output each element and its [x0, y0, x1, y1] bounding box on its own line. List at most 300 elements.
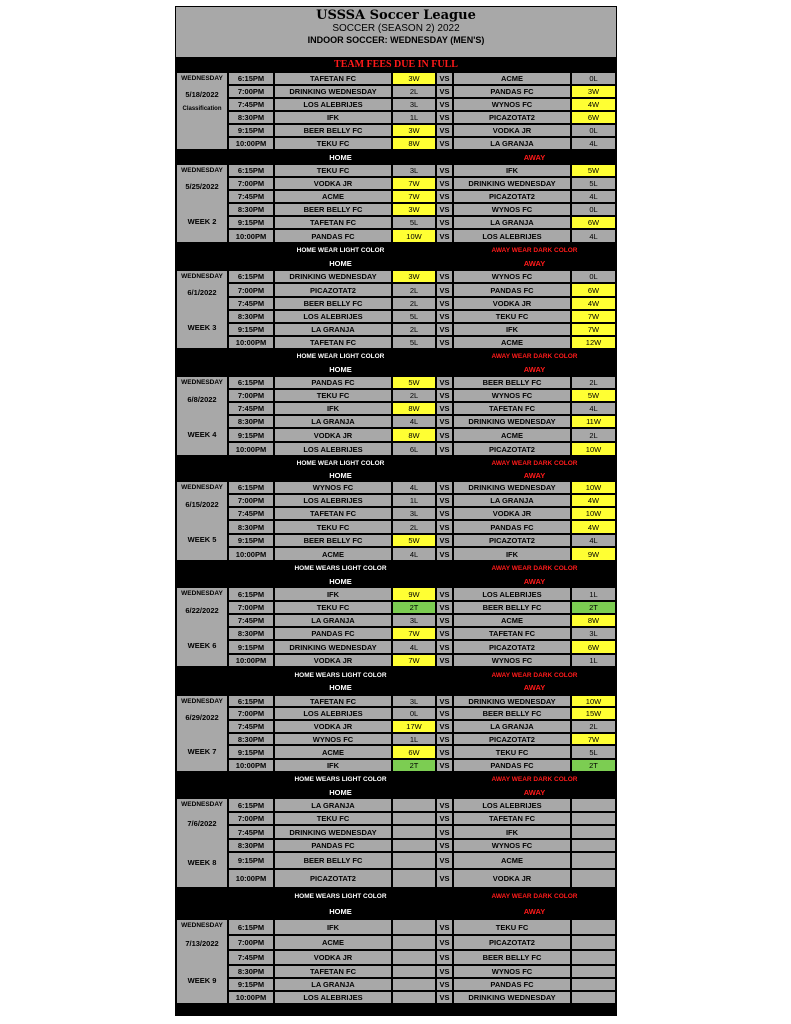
game-time: 8:30PM [228, 111, 274, 124]
home-score: 2L [392, 297, 436, 310]
vs-label: VS [436, 137, 453, 150]
away-score [571, 978, 616, 991]
vs-label: VS [436, 190, 453, 203]
away-score: 6W [571, 111, 616, 124]
date-label: 7/13/2022 [185, 938, 219, 948]
away-team: DRINKING WEDNESDAY [453, 695, 571, 707]
home-team: DRINKING WEDNESDAY [274, 85, 392, 98]
away-team: VODKA JR [453, 124, 571, 137]
away-score: 4L [571, 190, 616, 203]
home-team: LA GRANJA [274, 978, 392, 991]
away-score: 5W [571, 389, 616, 402]
home-wear-note: HOME WEAR LIGHT COLOR [296, 460, 385, 467]
game-time: 10:00PM [228, 759, 274, 772]
away-header: AWAY [523, 365, 546, 374]
game-time: 7:00PM [228, 283, 274, 297]
game-time: 9:15PM [228, 534, 274, 547]
home-score: 3L [392, 507, 436, 520]
away-score: 2L [571, 720, 616, 733]
home-team: TAFETAN FC [274, 72, 392, 85]
game-time: 6:15PM [228, 695, 274, 707]
home-score: 1L [392, 494, 436, 507]
home-team: LA GRANJA [274, 415, 392, 428]
game-time: 10:00PM [228, 547, 274, 561]
away-score: 7W [571, 733, 616, 745]
away-score: 10W [571, 695, 616, 707]
away-score: 3W [571, 85, 616, 98]
away-score: 4L [571, 402, 616, 415]
vs-label: VS [436, 919, 453, 935]
home-score: 4L [392, 640, 436, 654]
away-team: WYNOS FC [453, 654, 571, 667]
schedule-header [176, 7, 616, 57]
away-team: TEKU FC [453, 919, 571, 935]
away-header: AWAY [523, 907, 546, 916]
away-score: 4W [571, 494, 616, 507]
home-score: 3L [392, 164, 436, 177]
away-score: 6W [571, 640, 616, 654]
away-score: 0L [571, 270, 616, 283]
home-score [392, 869, 436, 888]
home-header: HOME [329, 907, 352, 916]
away-wear-note: AWAY WEAR DARK COLOR [491, 565, 578, 572]
week-day-cell [176, 376, 228, 456]
game-time: 9:15PM [228, 978, 274, 991]
home-score: 6W [392, 745, 436, 759]
vs-label: VS [436, 402, 453, 415]
away-score: 9W [571, 547, 616, 561]
fees-notice: TEAM FEES DUE IN FULL [334, 59, 458, 70]
away-score: 2L [571, 376, 616, 389]
home-header: HOME [329, 471, 352, 480]
home-team: WYNOS FC [274, 481, 392, 494]
away-team: TEKU FC [453, 310, 571, 323]
game-time: 8:30PM [228, 965, 274, 978]
away-team: PANDAS FC [453, 978, 571, 991]
vs-label: VS [436, 839, 453, 852]
home-header: HOME [329, 788, 352, 797]
away-team: PICAZOTAT2 [453, 640, 571, 654]
home-score: 3L [392, 98, 436, 111]
home-team: IFK [274, 759, 392, 772]
game-time: 7:45PM [228, 190, 274, 203]
home-wear-note: HOME WEARS LIGHT COLOR [294, 565, 387, 572]
vs-label: VS [436, 695, 453, 707]
home-team: LOS ALEBRIJES [274, 707, 392, 720]
away-score [571, 950, 616, 965]
away-score: 6W [571, 283, 616, 297]
away-score [571, 965, 616, 978]
vs-label: VS [436, 124, 453, 137]
away-score: 1L [571, 654, 616, 667]
home-score: 4L [392, 415, 436, 428]
away-team: TAFETAN FC [453, 402, 571, 415]
home-score: 5W [392, 534, 436, 547]
vs-label: VS [436, 978, 453, 991]
home-score: 3W [392, 124, 436, 137]
home-team: PANDAS FC [274, 376, 392, 389]
vs-label: VS [436, 229, 453, 243]
home-team: IFK [274, 919, 392, 935]
away-score: 7W [571, 323, 616, 336]
home-team: DRINKING WEDNESDAY [274, 640, 392, 654]
home-team: LA GRANJA [274, 798, 392, 812]
away-team: WYNOS FC [453, 389, 571, 402]
vs-label: VS [436, 297, 453, 310]
vs-label: VS [436, 216, 453, 229]
vs-label: VS [436, 798, 453, 812]
vs-label: VS [436, 640, 453, 654]
game-time: 8:30PM [228, 839, 274, 852]
week-day-cell [176, 270, 228, 349]
away-team: LOS ALEBRIJES [453, 798, 571, 812]
vs-label: VS [436, 481, 453, 494]
home-score [392, 825, 436, 839]
game-time: 8:30PM [228, 733, 274, 745]
game-time: 6:15PM [228, 798, 274, 812]
game-time: 7:00PM [228, 812, 274, 825]
away-score: 10W [571, 507, 616, 520]
away-header: AWAY [523, 577, 546, 586]
vs-label: VS [436, 852, 453, 869]
home-score [392, 978, 436, 991]
away-score [571, 825, 616, 839]
game-time: 6:15PM [228, 481, 274, 494]
game-time: 7:45PM [228, 402, 274, 415]
away-score: 4W [571, 98, 616, 111]
away-team: ACME [453, 614, 571, 627]
vs-label: VS [436, 415, 453, 428]
home-score: 1L [392, 111, 436, 124]
vs-label: VS [436, 825, 453, 839]
away-score: 4W [571, 520, 616, 534]
game-time: 6:15PM [228, 919, 274, 935]
game-time: 10:00PM [228, 991, 274, 1004]
away-score: 4L [571, 229, 616, 243]
away-team: LA GRANJA [453, 216, 571, 229]
week-day-cell [176, 695, 228, 772]
home-team: TAFETAN FC [274, 507, 392, 520]
game-time: 9:15PM [228, 640, 274, 654]
home-score: 7W [392, 177, 436, 190]
vs-label: VS [436, 442, 453, 456]
home-team: PICAZOTAT2 [274, 283, 392, 297]
away-team: LA GRANJA [453, 494, 571, 507]
vs-label: VS [436, 323, 453, 336]
away-score [571, 798, 616, 812]
home-team: BEER BELLY FC [274, 297, 392, 310]
home-team: DRINKING WEDNESDAY [274, 270, 392, 283]
day-label: WEDNESDAY [181, 75, 223, 82]
home-team: LA GRANJA [274, 323, 392, 336]
away-score: 2T [571, 759, 616, 772]
week-label: WEEK 7 [187, 746, 217, 756]
home-score: 2L [392, 389, 436, 402]
vs-label: VS [436, 759, 453, 772]
away-team: IFK [453, 825, 571, 839]
home-team: VODKA JR [274, 720, 392, 733]
game-time: 9:15PM [228, 428, 274, 442]
away-score: 0L [571, 203, 616, 216]
home-score [392, 919, 436, 935]
away-score: 6W [571, 216, 616, 229]
home-team: BEER BELLY FC [274, 203, 392, 216]
vs-label: VS [436, 614, 453, 627]
day-label: WEDNESDAY [181, 698, 223, 705]
home-score: 7W [392, 190, 436, 203]
away-team: TAFETAN FC [453, 812, 571, 825]
vs-label: VS [436, 587, 453, 601]
away-team: BEER BELLY FC [453, 601, 571, 614]
vs-label: VS [436, 164, 453, 177]
game-time: 7:45PM [228, 297, 274, 310]
away-team: DRINKING WEDNESDAY [453, 991, 571, 1004]
away-score: 12W [571, 336, 616, 349]
home-score: 3L [392, 614, 436, 627]
game-time: 7:00PM [228, 177, 274, 190]
game-time: 10:00PM [228, 229, 274, 243]
home-score: 10W [392, 229, 436, 243]
division-label: INDOOR SOCCER: WEDNESDAY (MEN'S) [307, 35, 485, 45]
game-time: 7:45PM [228, 720, 274, 733]
home-team: PANDAS FC [274, 627, 392, 640]
home-score: 3W [392, 270, 436, 283]
home-team: PANDAS FC [274, 229, 392, 243]
home-score: 2T [392, 759, 436, 772]
vs-label: VS [436, 935, 453, 950]
game-time: 7:00PM [228, 707, 274, 720]
home-team: LOS ALEBRIJES [274, 991, 392, 1004]
away-team: PANDAS FC [453, 283, 571, 297]
game-time: 8:30PM [228, 520, 274, 534]
home-team: IFK [274, 402, 392, 415]
home-team: IFK [274, 587, 392, 601]
home-team: ACME [274, 745, 392, 759]
game-time: 9:15PM [228, 852, 274, 869]
vs-label: VS [436, 520, 453, 534]
vs-label: VS [436, 812, 453, 825]
home-score: 0L [392, 707, 436, 720]
away-team: PICAZOTAT2 [453, 190, 571, 203]
date-label: 6/15/2022 [185, 499, 219, 509]
home-score: 3L [392, 695, 436, 707]
vs-label: VS [436, 534, 453, 547]
vs-label: VS [436, 965, 453, 978]
week-day-cell [176, 798, 228, 888]
home-score [392, 991, 436, 1004]
away-score: 10W [571, 481, 616, 494]
game-time: 7:00PM [228, 389, 274, 402]
away-team: TEKU FC [453, 745, 571, 759]
away-score: 11W [571, 415, 616, 428]
home-score: 5L [392, 310, 436, 323]
home-score: 2L [392, 85, 436, 98]
vs-label: VS [436, 627, 453, 640]
game-time: 9:15PM [228, 323, 274, 336]
away-wear-note: AWAY WEAR DARK COLOR [491, 460, 578, 467]
game-time: 10:00PM [228, 137, 274, 150]
week-label: WEEK 5 [187, 534, 217, 544]
away-score: 2L [571, 428, 616, 442]
home-score: 4L [392, 547, 436, 561]
vs-label: VS [436, 203, 453, 216]
away-team: IFK [453, 547, 571, 561]
week-label: WEEK 6 [187, 640, 217, 650]
week-day-cell [176, 481, 228, 561]
home-score: 7W [392, 627, 436, 640]
home-team: ACME [274, 935, 392, 950]
week-label: WEEK 9 [187, 976, 217, 986]
vs-label: VS [436, 720, 453, 733]
away-team: WYNOS FC [453, 98, 571, 111]
game-time: 8:30PM [228, 627, 274, 640]
week-label: WEEK 8 [187, 858, 217, 868]
home-header: HOME [329, 259, 352, 268]
home-team: PANDAS FC [274, 839, 392, 852]
game-time: 7:00PM [228, 85, 274, 98]
game-time: 8:30PM [228, 310, 274, 323]
date-label: 5/25/2022 [185, 182, 219, 192]
away-score [571, 935, 616, 950]
home-score: 3W [392, 203, 436, 216]
vs-label: VS [436, 270, 453, 283]
vs-label: VS [436, 733, 453, 745]
game-time: 7:45PM [228, 825, 274, 839]
home-header: HOME [329, 577, 352, 586]
day-label: WEDNESDAY [181, 801, 223, 808]
away-team: WYNOS FC [453, 965, 571, 978]
game-time: 7:45PM [228, 507, 274, 520]
date-label: 6/1/2022 [187, 288, 217, 298]
away-score: 4L [571, 137, 616, 150]
away-header: AWAY [523, 683, 546, 692]
away-score: 5L [571, 177, 616, 190]
game-time: 6:15PM [228, 72, 274, 85]
home-score: 6L [392, 442, 436, 456]
away-score: 15W [571, 707, 616, 720]
home-team: VODKA JR [274, 177, 392, 190]
away-team: BEER BELLY FC [453, 707, 571, 720]
home-team: LOS ALEBRIJES [274, 310, 392, 323]
home-header: HOME [329, 683, 352, 692]
vs-label: VS [436, 389, 453, 402]
game-time: 6:15PM [228, 587, 274, 601]
home-team: TEKU FC [274, 164, 392, 177]
day-label: WEDNESDAY [181, 922, 223, 929]
away-team: DRINKING WEDNESDAY [453, 415, 571, 428]
home-team: LOS ALEBRIJES [274, 494, 392, 507]
home-score: 8W [392, 402, 436, 415]
away-team: PICAZOTAT2 [453, 534, 571, 547]
home-team: TEKU FC [274, 137, 392, 150]
away-team: IFK [453, 164, 571, 177]
date-label: 6/8/2022 [187, 394, 217, 404]
vs-label: VS [436, 111, 453, 124]
away-header: AWAY [523, 153, 546, 162]
home-wear-note: HOME WEARS LIGHT COLOR [294, 672, 387, 679]
game-time: 7:00PM [228, 935, 274, 950]
away-team: ACME [453, 852, 571, 869]
away-team: BEER BELLY FC [453, 950, 571, 965]
home-score [392, 798, 436, 812]
home-score: 2L [392, 323, 436, 336]
away-score: 2T [571, 601, 616, 614]
away-team: PICAZOTAT2 [453, 111, 571, 124]
away-wear-note: AWAY WEAR DARK COLOR [491, 247, 578, 254]
day-label: WEDNESDAY [181, 484, 223, 491]
home-team: VODKA JR [274, 428, 392, 442]
home-team: TEKU FC [274, 520, 392, 534]
vs-label: VS [436, 507, 453, 520]
away-team: ACME [453, 428, 571, 442]
vs-label: VS [436, 283, 453, 297]
game-time: 7:00PM [228, 601, 274, 614]
away-team: IFK [453, 323, 571, 336]
home-wear-note: HOME WEARS LIGHT COLOR [294, 776, 387, 783]
home-score: 8W [392, 428, 436, 442]
home-team: DRINKING WEDNESDAY [274, 825, 392, 839]
home-team: TEKU FC [274, 601, 392, 614]
away-score: 0L [571, 124, 616, 137]
vs-label: VS [436, 98, 453, 111]
home-team: TAFETAN FC [274, 965, 392, 978]
home-score: 5L [392, 216, 436, 229]
home-team: TAFETAN FC [274, 216, 392, 229]
week-label: Classification [182, 105, 222, 112]
away-header: AWAY [523, 788, 546, 797]
home-header: HOME [329, 153, 352, 162]
vs-label: VS [436, 85, 453, 98]
home-team: VODKA JR [274, 654, 392, 667]
vs-label: VS [436, 869, 453, 888]
game-time: 10:00PM [228, 654, 274, 667]
away-score [571, 852, 616, 869]
away-team: PANDAS FC [453, 759, 571, 772]
away-team: ACME [453, 72, 571, 85]
day-label: WEDNESDAY [181, 590, 223, 597]
vs-label: VS [436, 745, 453, 759]
game-time: 7:45PM [228, 614, 274, 627]
home-score: 1L [392, 733, 436, 745]
home-score: 2T [392, 601, 436, 614]
home-team: LOS ALEBRIJES [274, 98, 392, 111]
away-score: 1L [571, 587, 616, 601]
day-label: WEDNESDAY [181, 273, 223, 280]
away-score [571, 839, 616, 852]
away-team: PANDAS FC [453, 520, 571, 534]
week-label: WEEK 2 [187, 217, 217, 227]
date-label: 6/22/2022 [185, 605, 219, 615]
home-score: 9W [392, 587, 436, 601]
away-score [571, 919, 616, 935]
away-wear-note: AWAY WEAR DARK COLOR [491, 672, 578, 679]
vs-label: VS [436, 428, 453, 442]
away-team: PICAZOTAT2 [453, 733, 571, 745]
week-day-cell [176, 164, 228, 243]
game-time: 9:15PM [228, 124, 274, 137]
away-score [571, 869, 616, 888]
away-team: WYNOS FC [453, 270, 571, 283]
home-score [392, 965, 436, 978]
away-score [571, 991, 616, 1004]
home-team: LOS ALEBRIJES [274, 442, 392, 456]
week-day-cell [176, 587, 228, 667]
home-team: WYNOS FC [274, 733, 392, 745]
away-score: 4L [571, 534, 616, 547]
game-time: 6:15PM [228, 164, 274, 177]
home-score [392, 839, 436, 852]
away-team: DRINKING WEDNESDAY [453, 177, 571, 190]
